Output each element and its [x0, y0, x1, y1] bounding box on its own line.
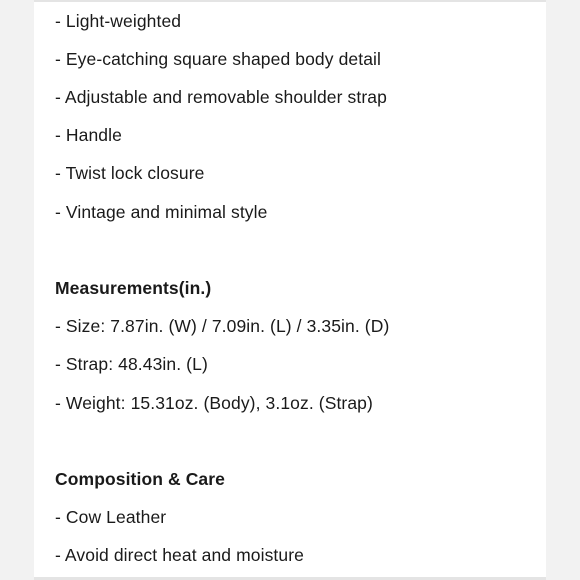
measurement-item: - Strap: 48.43in. (L)	[55, 354, 208, 374]
measurement-item: - Size: 7.87in. (W) / 7.09in. (L) / 3.35in. (D)	[55, 316, 390, 336]
composition-item: - Cow Leather	[55, 507, 167, 527]
feature-item: - Eye-catching square shaped body detail	[55, 49, 382, 69]
feature-item: - Vintage and minimal style	[55, 202, 268, 222]
composition-heading: Composition & Care	[55, 469, 226, 489]
feature-item: - Handle	[55, 125, 122, 145]
feature-item: - Adjustable and removable shoulder strap	[55, 87, 387, 107]
feature-item: - Twist lock closure	[55, 163, 205, 183]
measurement-item: - Weight: 15.31oz. (Body), 3.1oz. (Strap)	[55, 393, 373, 413]
measurements-heading: Measurements(in.)	[55, 278, 212, 298]
product-details-panel	[34, 0, 546, 580]
feature-item: - Light-weighted	[55, 11, 182, 31]
composition-item: - Avoid direct heat and moisture	[55, 545, 304, 565]
